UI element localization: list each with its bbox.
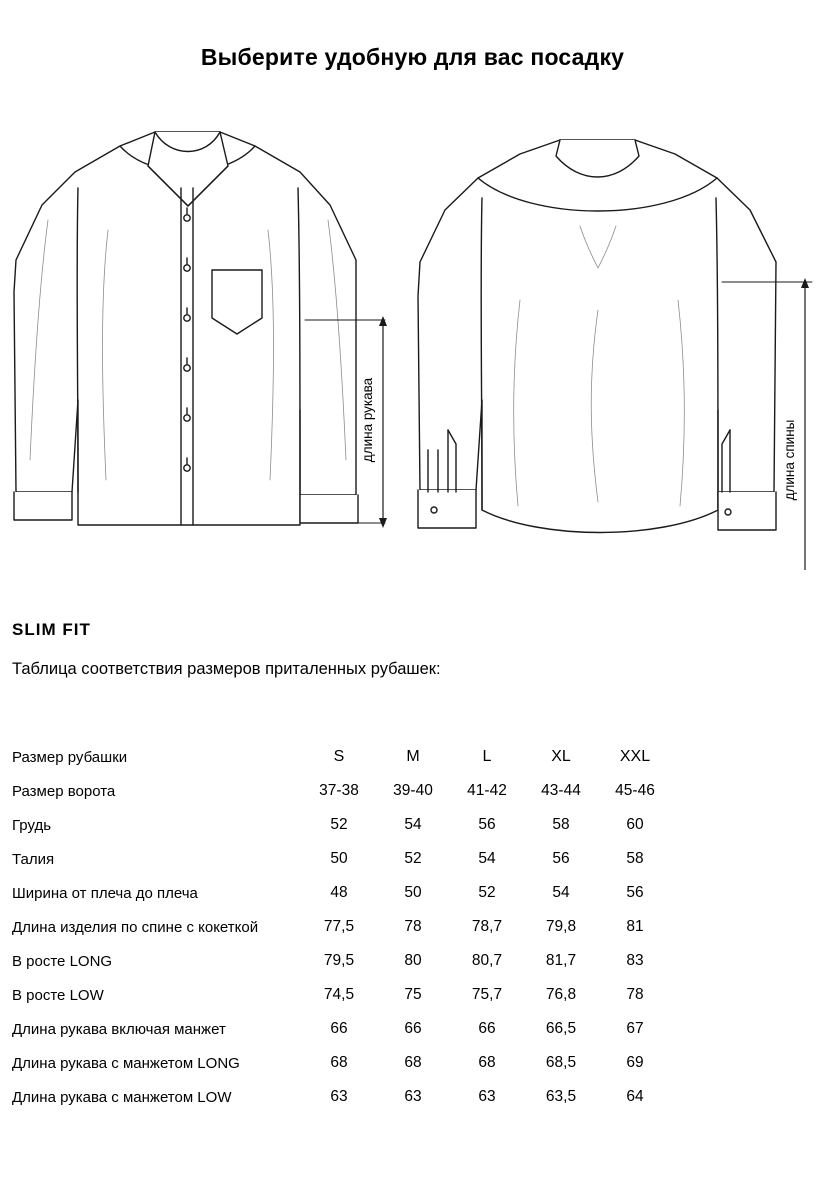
table-cell: 69 <box>626 1054 644 1071</box>
table-cell: 68 <box>478 1054 496 1071</box>
table-row <box>12 808 672 842</box>
table-row-label: В росте LONG <box>12 952 113 970</box>
table-cell: 56 <box>552 850 570 867</box>
table-cell: 52 <box>330 816 348 833</box>
table-cell: 63,5 <box>545 1088 577 1105</box>
table-cell: 66,5 <box>545 1020 577 1037</box>
back-length-label: длина спины <box>782 419 797 501</box>
table-row-label: Ширина от плеча до плеча <box>12 884 198 902</box>
table-cell: 54 <box>404 816 422 833</box>
table-cell: 68 <box>404 1054 422 1071</box>
table-cell: 45-46 <box>615 782 655 799</box>
table-cell: 77,5 <box>323 918 355 935</box>
table-cell: 50 <box>404 884 422 901</box>
table-cell: 64 <box>626 1088 644 1105</box>
table-cell: 52 <box>478 884 496 901</box>
table-row-label: Талия <box>12 850 55 868</box>
table-cell: 83 <box>626 952 644 969</box>
table-cell: 39-40 <box>393 782 433 799</box>
table-row-label: Длина рукава включая манжет <box>12 1020 226 1038</box>
table-cell: 81 <box>626 918 644 935</box>
size-table <box>12 740 672 1114</box>
table-row-label: Грудь <box>12 816 52 834</box>
table-cell: 66 <box>330 1020 348 1037</box>
table-cell: 54 <box>552 884 570 901</box>
table-row <box>12 944 672 978</box>
table-row-label: Длина рукава с манжетом LOW <box>12 1088 232 1106</box>
table-cell: 56 <box>626 884 644 901</box>
fit-subtitle: Таблица соответствия размеров приталенных рубашек: <box>12 660 441 678</box>
table-row <box>12 876 672 910</box>
table-row <box>12 1046 672 1080</box>
table-cell: 78 <box>626 986 644 1003</box>
table-row <box>12 978 672 1012</box>
table-column-header: L <box>482 748 492 765</box>
table-cell: 43-44 <box>541 782 581 799</box>
table-cell: 78 <box>404 918 422 935</box>
table-cell: 68 <box>330 1054 348 1071</box>
table-cell: 79,5 <box>323 952 355 969</box>
table-cell: 54 <box>478 850 496 867</box>
table-column-header: M <box>406 748 420 765</box>
table-cell: 80 <box>404 952 422 969</box>
table-row-label: В росте LOW <box>12 986 104 1004</box>
table-cell: 79,8 <box>545 918 577 935</box>
table-row <box>12 774 672 808</box>
table-cell: 48 <box>330 884 348 901</box>
table-cell: 66 <box>478 1020 496 1037</box>
table-cell: 80,7 <box>471 952 503 969</box>
table-cell: 81,7 <box>545 952 577 969</box>
table-cell: 56 <box>478 816 496 833</box>
table-cell: 63 <box>330 1088 348 1105</box>
table-cell: 41-42 <box>467 782 507 799</box>
table-row <box>12 842 672 876</box>
fit-name: SLIM FIT <box>12 620 91 639</box>
page-title: Выберите удобную для вас посадку <box>200 44 625 70</box>
table-cell: 58 <box>552 816 570 833</box>
table-cell: 63 <box>404 1088 422 1105</box>
table-cell: 74,5 <box>323 986 355 1003</box>
table-cell: 58 <box>626 850 644 867</box>
table-header-row <box>12 740 672 774</box>
table-cell: 75 <box>404 986 422 1003</box>
table-row-label: Длина изделия по спине с кокеткой <box>12 918 259 936</box>
table-row-label: Длина рукава с манжетом LONG <box>12 1054 240 1072</box>
table-cell: 67 <box>626 1020 644 1037</box>
sleeve-length-label: длина рукава <box>360 377 375 463</box>
back-shirt-illustration <box>418 140 812 570</box>
table-row <box>12 910 672 944</box>
table-cell: 60 <box>626 816 644 833</box>
table-row-label: Размер ворота <box>12 782 116 800</box>
table-cell: 37-38 <box>319 782 359 799</box>
table-cell: 50 <box>330 850 348 867</box>
table-cell: 63 <box>478 1088 496 1105</box>
table-row <box>12 1012 672 1046</box>
table-cell: 76,8 <box>545 986 577 1003</box>
table-row <box>12 1080 672 1114</box>
table-cell: 68,5 <box>545 1054 577 1071</box>
table-cell: 52 <box>404 850 422 867</box>
table-column-header: XL <box>551 748 571 765</box>
table-cell: 78,7 <box>471 918 503 935</box>
table-column-header: XXL <box>619 748 651 765</box>
front-shirt-illustration <box>14 132 387 570</box>
shirt-diagram <box>0 110 825 570</box>
table-header-label: Размер рубашки <box>12 748 128 766</box>
table-cell: 75,7 <box>471 986 503 1003</box>
table-cell: 66 <box>404 1020 422 1037</box>
table-column-header: S <box>333 748 345 765</box>
